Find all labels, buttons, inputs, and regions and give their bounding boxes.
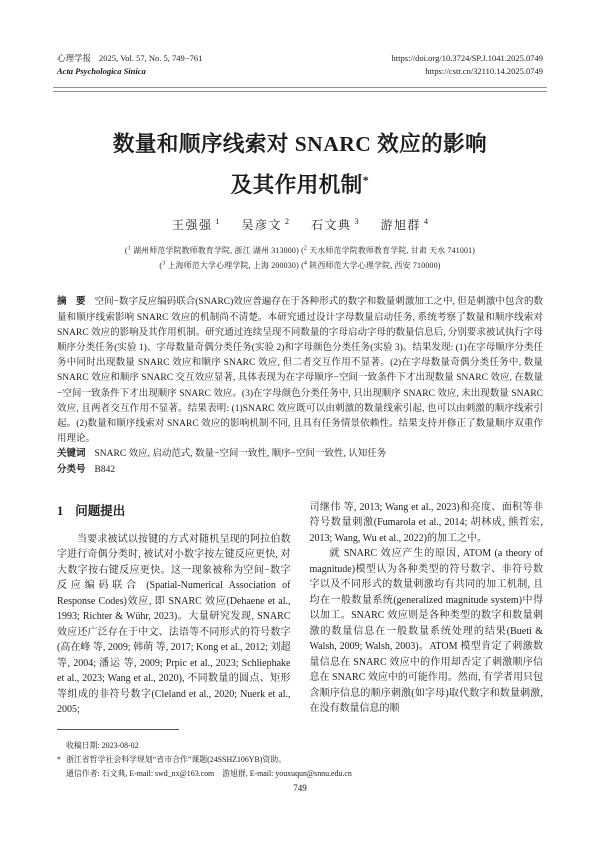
article-title-line1: 数量和顺序线索对 SNARC 效应的影响	[112, 132, 488, 156]
article-title	[45, 126, 555, 203]
affiliation: ($^3$ 上海师范大学心理学院, 上海 200030)	[159, 260, 299, 270]
classification-label: 分类号	[57, 464, 86, 475]
abstract-text: 空间−数字反应编码联合(SNARC)效应普遍存在于各种形式的数字和数量刺激加工之中, 但是刺激中包含的数量和顺序线索影响 SNARC 效应的机制尚不清楚。本研究通过设计字母数量启动任务, 系统考察了数量和顺序线索对 SNARC 效应的影响及其作用机制。研究通过连续呈现不同数量的字母启动字母的数量信息后, 分别要求被试执行字母顺序分类任务(实验 1)、字母数量奇偶分类任务(实验 2)和字母颜色分类任务(实验 3)。结果发现: (1)在字母顺序分类任务中同时出现数量 SNARC 效应和顺序 SNARC 效应, 但二者交互作用不显著。(2)在字母数量奇偶分类任务中, 数量 SNARC 效应和顺序 SNARC 交互效应显著, 具体表现为在字母顺序−空间一致条件下才出现数量 SNARC 效应, 在数量−空间一致条件下才出现顺序 SNARC 效应。(3)在字母颜色分类任务中, 只出现顺序 SNARC 效应, 未出现数量 SNARC 效应, 且两者交互作用不显著。结果表明: (1)SNARC 效应既可以由刺激的数量线索引起, 也可以由刺激的顺序线索引起。(2)数量和顺序线索对 SNARC 效应的影响机制不同, 且具有任务情景依赖性。结果支持并修正了数量顺序双重作用理论。	[57, 297, 543, 445]
article-title-line2: 及其作用机制*	[230, 173, 370, 198]
abstract-paragraph	[57, 295, 543, 447]
journal-name-en: Acta Psychologica Sinica	[57, 66, 146, 76]
doi-block	[392, 52, 543, 78]
funding-note	[57, 753, 543, 767]
section-heading	[57, 501, 291, 519]
journal-header	[57, 52, 543, 78]
author-name: 石文典 $^3$	[311, 217, 359, 233]
body-paragraph-continuation: 司继伟 等, 2013; Wang et al., 2023)和亮度、面积等非符号数量刺激(Fumarola et al., 2014; 胡林成, 熊哲宏, 2013; Wang, Wu et al., 2022)的加工之中。	[309, 501, 543, 544]
journal-issue-line	[57, 52, 202, 65]
affiliation: ($^2$ 天水师范学院教师教育学院, 甘肃 天水 741001)	[301, 245, 476, 255]
footnote-block	[57, 729, 543, 780]
journal-info-block	[57, 52, 202, 78]
affiliation-line	[0, 242, 600, 257]
left-column	[57, 500, 291, 718]
affiliation-line	[0, 257, 600, 272]
title-footnote-marker: *	[362, 173, 370, 187]
section-title: 问题提出	[75, 503, 126, 518]
body-paragraph: 当要求被试以按键的方式对随机呈现的阿拉伯数字进行奇偶分类时, 被试对小数字按左键反应更快, 对大数字按右键反应更快。这一现象被称为空间−数字反应编码联合 (Spatial-Numerical Association of Response Codes)效应, 即 SNARC 效应(Dehaene et al., 1993; Richter & Wühr, 2023)。大量研究发现, SNARC 效应还广泛存在于中文、法语等不同形式的符号数字(高在峰 等, 2009; 韩萌 等, 2017; Kong et al., 2012; 刘超 等, 2004; 潘运 等, 2009; Prpic et al., 2023; Schliephake et al., 2023; Wang et al., 2020), 不同数量的圆点、矩形等组成的非符号数字(Cleland et al., 2020; Nuerk et al., 2005;	[57, 533, 291, 716]
cstr-url: https://cstr.cn/32110.14.2025.0749	[425, 66, 543, 76]
classification-code: B842	[94, 464, 116, 475]
received-date: 收稿日期: 2023-08-02	[66, 741, 139, 750]
classification-line	[57, 463, 543, 478]
right-column	[310, 500, 544, 718]
author-name: 游旭群 $^4$	[380, 217, 429, 233]
journal-name-cn: 心理学报	[57, 53, 92, 63]
doi-url: https://doi.org/10.3724/SP.J.1041.2025.0749	[391, 53, 543, 63]
page-number: 749	[293, 783, 307, 793]
abstract-label: 摘 要	[57, 297, 86, 308]
keywords-text: SNARC 效应, 启动范式, 数量−空间一致性, 顺序−空间一致性, 认知任务	[94, 449, 387, 460]
affiliation: ($^1$ 湖州师范学院教师教育学院, 浙江 湖州 313000)	[124, 245, 299, 255]
keywords-line	[57, 447, 543, 462]
affiliations-block	[0, 242, 600, 272]
footnote-divider	[57, 729, 179, 730]
section-number: 1	[57, 503, 64, 518]
issue-info: 2025, Vol. 57, No. 5, 749−761	[99, 53, 203, 63]
body-paragraph: 就 SNARC 效应产生的原因, ATOM (a theory of magnitude)模型认为各种类型的符号数字、非符号数字以及不同形式的数量刺激均有共同的加工机制, 且均在一般数量系统(generalized magnitude system)中得以加工。SNARC 效应则是各种类型的数字和数量刺激的数量信息在一般数量系统处理的结果(Bueti & Walsh, 2009; Walsh, 2003)。ATOM 模型肯定了刺激数量信息在 SNARC 效应中的作用却否定了刺激顺序信息在 SNARC 效应中的可能作用。然而, 有学者用只包含顺序信息的顺序刺激(如字母)取代数字和数量刺激, 在没有数量信息的顺	[309, 548, 543, 715]
footnote-asterisk: *	[57, 754, 61, 764]
author-name: 吴彦文 $^2$	[241, 217, 289, 233]
header-divider	[53, 87, 547, 92]
keywords-label: 关键词	[57, 449, 86, 460]
affiliation: ($^4$ 陕西师范大学心理学院, 西安 710000)	[301, 260, 441, 270]
author-name: 王强强 $^1$	[171, 217, 220, 233]
body-columns	[57, 500, 543, 718]
authors-line	[0, 216, 600, 233]
funding-text: 浙江省哲学社会科学规划“省市合作”课题(24SSHZ106YB)资助。	[66, 754, 287, 764]
correspondence-note: 通信作者: 石文典, E-mail: swd_nx@163.com 游旭群, E-mail: youxuqun@snnu.edu.cn	[66, 768, 352, 778]
